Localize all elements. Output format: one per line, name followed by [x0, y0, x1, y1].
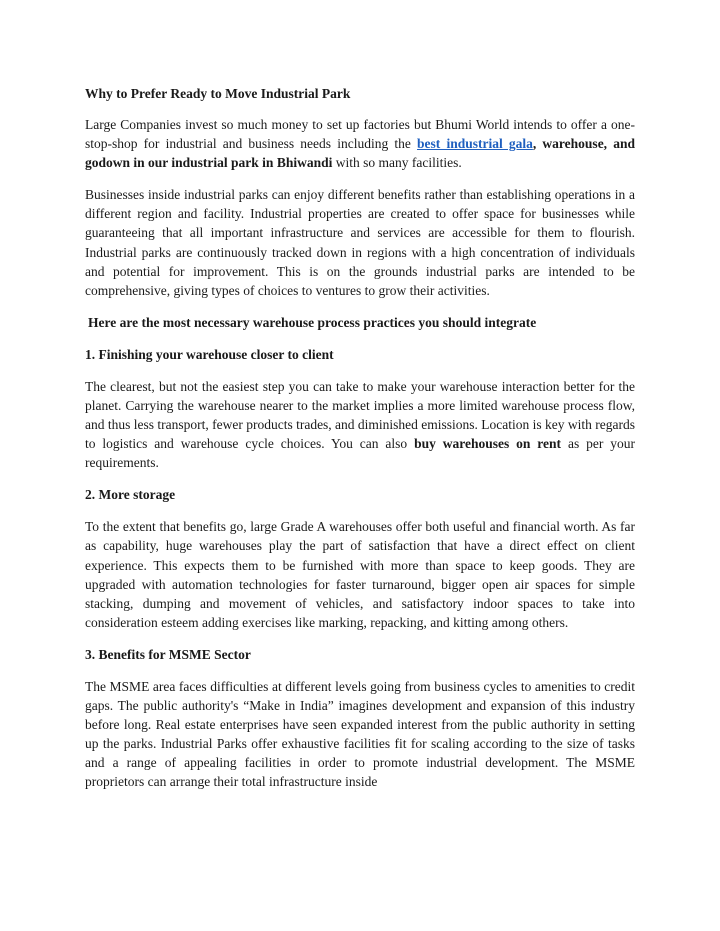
- section-heading: Here are the most necessary warehouse process practices you should integrate: [88, 314, 537, 330]
- intro-bold-text: warehouse, and godown in our industrial park in Bhiwandi: [85, 136, 635, 171]
- section-1-text: The clearest, but not the easiest step you can take to make your warehouse interaction better for the planet. Carrying the warehouse nearer to the market implies a more limited warehouse process flow, and thus less transport, fewer products trades, and diminished emissions. Location is key with regards to logistics and warehouse cycle choices. You can also: [85, 378, 636, 452]
- best-industrial-gala-link[interactable]: best industrial gala: [417, 136, 533, 152]
- section-3-paragraph: The MSME area faces difficulties at different levels going from business cycles to amenities to credit gaps. The public authority's “Make in India” imagines development and expansion of this industry before long. Real estate enterprises have seen expanded interest from the public authority in setting up the parks. Industrial Parks offer exhaustive facilities fit for scaling according to the size of tasks and a range of appealing facilities in order to promote industrial development. The MSME proprietors can arrange their total infrastructure inside: [85, 678, 635, 790]
- section-2-paragraph: To the extent that benefits go, large Grade A warehouses offer both useful and financial worth. As far as capability, huge warehouses play the part of satisfaction that have a direct effect on client experience. This expects them to be furnished with more than space to keep goods. They are upgraded with automation technologies for faster turnaround, bigger open air spaces for simple stacking, dumping and movement of vehicles, and satisfactory indoor spaces to take into consideration esteem adding exercises like marking, repacking, and kitting among others.: [85, 519, 635, 630]
- body-paragraph: Businesses inside industrial parks can enjoy different benefits rather than establishing operations in a different region and facility. Industrial properties are created to offer space for businesses while guaranteeing that all important infrastructure and services are accessible for them to flourish. Industrial parks are continuously tracked down in regions with a high concentration of individuals and potential for improvement. This is on the grounds industrial parks are intended to be comprehensive, giving types of choices to ventures to grow their activities.: [85, 187, 635, 298]
- intro-text: Large Companies invest so much money to set up factories but Bhumi World intends to offer a one-stop-shop for industrial and business needs including the: [85, 117, 635, 152]
- section-1-paragraph: [85, 377, 635, 472]
- section-2-heading: 2. More storage: [85, 487, 176, 503]
- intro-end-text: with so many facilities.: [332, 155, 462, 171]
- intro-paragraph: [85, 115, 635, 172]
- section-1-heading: 1. Finishing your warehouse closer to client: [85, 346, 334, 362]
- intro-comma: ,: [532, 136, 537, 152]
- buy-warehouses-on-rent-text: buy warehouses on rent: [414, 436, 562, 452]
- page-title: Why to Prefer Ready to Move Industrial Park: [85, 86, 351, 101]
- section-1-end-text: as per your requirements.: [85, 436, 635, 471]
- section-3-heading: 3. Benefits for MSME Sector: [85, 646, 251, 662]
- document-page: [85, 84, 635, 791]
